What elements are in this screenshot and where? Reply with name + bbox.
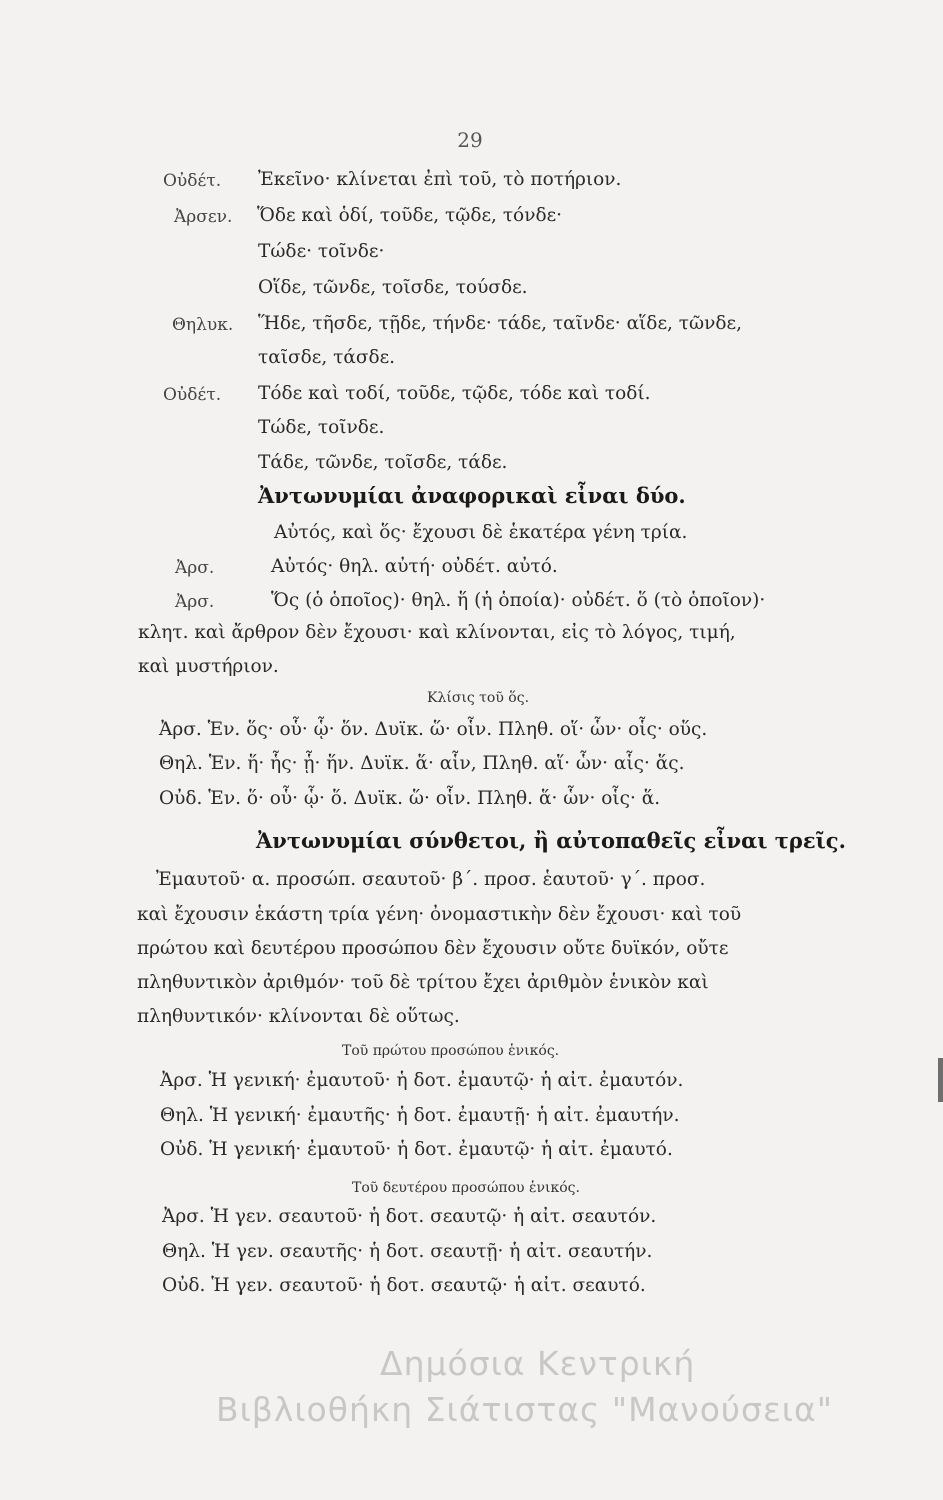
- text-line: καὶ ἔχουσιν ἑκάστη τρία γένη· ὀνομαστικὴν δὲν ἔχουσι· καὶ τοῦ: [137, 904, 742, 925]
- library-stamp-line-2: Βιβλιοθήκη Σιάτιστας "Μανούσεια": [216, 1390, 833, 1429]
- margin-label: Ἀρσ.: [175, 592, 215, 612]
- text-line: Ἀρσ. Ἡ γενική· ἐμαυτοῦ· ἡ δοτ. ἐμαυτῷ· ἡ αἰτ. ἐμαυτόν.: [160, 1070, 684, 1091]
- library-stamp-line-1: Δημόσια Κεντρική: [380, 1344, 696, 1383]
- text-line: Τόδε καὶ τοδί, τοῦδε, τῷδε, τόδε καὶ τοδί.: [258, 383, 651, 404]
- section-heading: Ἀντωνυμίαι σύνθετοι, ἢ αὐτοπαθεῖς εἶναι τρεῖς.: [256, 828, 846, 853]
- text-line: ταῖσδε, τάσδε.: [258, 347, 396, 368]
- text-line: Θηλ. Ἡ γεν. σεαυτῆς· ἡ δοτ. σεαυτῇ· ἡ αἰτ. σεαυτήν.: [162, 1241, 653, 1262]
- text-line: πληθυντικόν· κλίνονται δὲ οὕτως.: [137, 1006, 460, 1027]
- text-line: Οὐδ. Ἑν. ὅ· οὗ· ᾧ· ὅ. Δυϊκ. ὥ· οἷν. Πληθ. ἅ· ὧν· οἷς· ἅ.: [159, 788, 661, 809]
- margin-label: Ἀρσ.: [175, 558, 215, 578]
- text-line: Θηλ. Ἡ γενική· ἐμαυτῆς· ἡ δοτ. ἐμαυτῇ· ἡ αἰτ. ἐμαυτήν.: [160, 1105, 680, 1126]
- text-line: Τάδε, τῶνδε, τοῖσδε, τάδε.: [258, 452, 508, 473]
- text-line: κλητ. καὶ ἄρθρον δὲν ἔχουσι· καὶ κλίνονται, εἰς τὸ λόγος, τιμή,: [138, 622, 736, 643]
- text-line: Ἐκεῖνο· κλίνεται ἐπὶ τοῦ, τὸ ποτήριον.: [258, 169, 622, 190]
- section-heading: Ἀντωνυμίαι ἀναφορικαὶ εἶναι δύο.: [258, 483, 686, 508]
- text-line: πληθυντικὸν ἀριθμόν· τοῦ δὲ τρίτου ἔχει ἀριθμὸν ἑνικὸν καὶ: [137, 972, 709, 993]
- text-line: Ὅς (ὁ ὁποῖος)· θηλ. ἥ (ἡ ὁποία)· οὐδέτ. ὅ (τὸ ὁποῖον)·: [271, 590, 766, 611]
- text-line: καὶ μυστήριον.: [138, 656, 279, 677]
- text-line: Οὐδ. Ἡ γενική· ἐμαυτοῦ· ἡ δοτ. ἐμαυτῷ· ἡ αἰτ. ἐμαυτό.: [160, 1139, 673, 1160]
- text-line: Οὐδ. Ἡ γεν. σεαυτοῦ· ἡ δοτ. σεαυτῷ· ἡ αἰτ. σεαυτό.: [162, 1275, 646, 1296]
- subheading: Τοῦ δευτέρου προσώπου ἑνικός.: [352, 1180, 580, 1196]
- page-number: 29: [457, 128, 483, 152]
- text-line: Ἐμαυτοῦ· α. προσώπ. σεαυτοῦ· β΄. προσ. ἑαυτοῦ· γ΄. προσ.: [156, 869, 706, 890]
- subheading: Κλίσις τοῦ ὅς.: [427, 690, 530, 706]
- text-line: Τώδε, τοῖνδε.: [258, 417, 385, 438]
- text-line: Θηλ. Ἑν. ἥ· ἧς· ᾗ· ἥν. Δυϊκ. ἅ· αἷν, Πληθ. αἵ· ὧν· αἷς· ἅς.: [159, 753, 685, 774]
- text-line: Ἀρσ. Ἡ γεν. σεαυτοῦ· ἡ δοτ. σεαυτῷ· ἡ αἰτ. σεαυτόν.: [162, 1206, 657, 1227]
- margin-label: Οὐδέτ.: [163, 171, 222, 191]
- text-line: Αὐτός· θηλ. αὐτή· οὐδέτ. αὐτό.: [271, 556, 558, 577]
- margin-label: Θηλυκ.: [172, 315, 234, 335]
- margin-label: Οὐδέτ.: [163, 385, 222, 405]
- subheading: Τοῦ πρώτου προσώπου ἑνικός.: [342, 1043, 560, 1059]
- text-line: Τώδε· τοῖνδε·: [258, 241, 385, 262]
- text-line: Οἵδε, τῶνδε, τοῖσδε, τούσδε.: [258, 277, 528, 298]
- text-line: πρώτου καὶ δευτέρου προσώπου δὲν ἔχουσιν οὔτε δυϊκόν, οὔτε: [137, 938, 729, 959]
- margin-label: Ἀρσεν.: [174, 207, 233, 227]
- text-line: Ἀρσ. Ἑν. ὅς· οὗ· ᾧ· ὅν. Δυϊκ. ὥ· οἷν. Πληθ. οἵ· ὧν· οἷς· οὕς.: [159, 719, 708, 740]
- text-line: Ἥδε, τῆσδε, τῇδε, τήνδε· τάδε, ταῖνδε· αἵδε, τῶνδε,: [258, 313, 742, 334]
- text-line: Ὅδε καὶ ὁδί, τοῦδε, τῷδε, τόνδε·: [257, 205, 563, 226]
- page-edge-mark: [938, 1058, 943, 1102]
- text-line: Αὐτός, καὶ ὅς· ἔχουσι δὲ ἑκατέρα γένη τρία.: [274, 522, 688, 543]
